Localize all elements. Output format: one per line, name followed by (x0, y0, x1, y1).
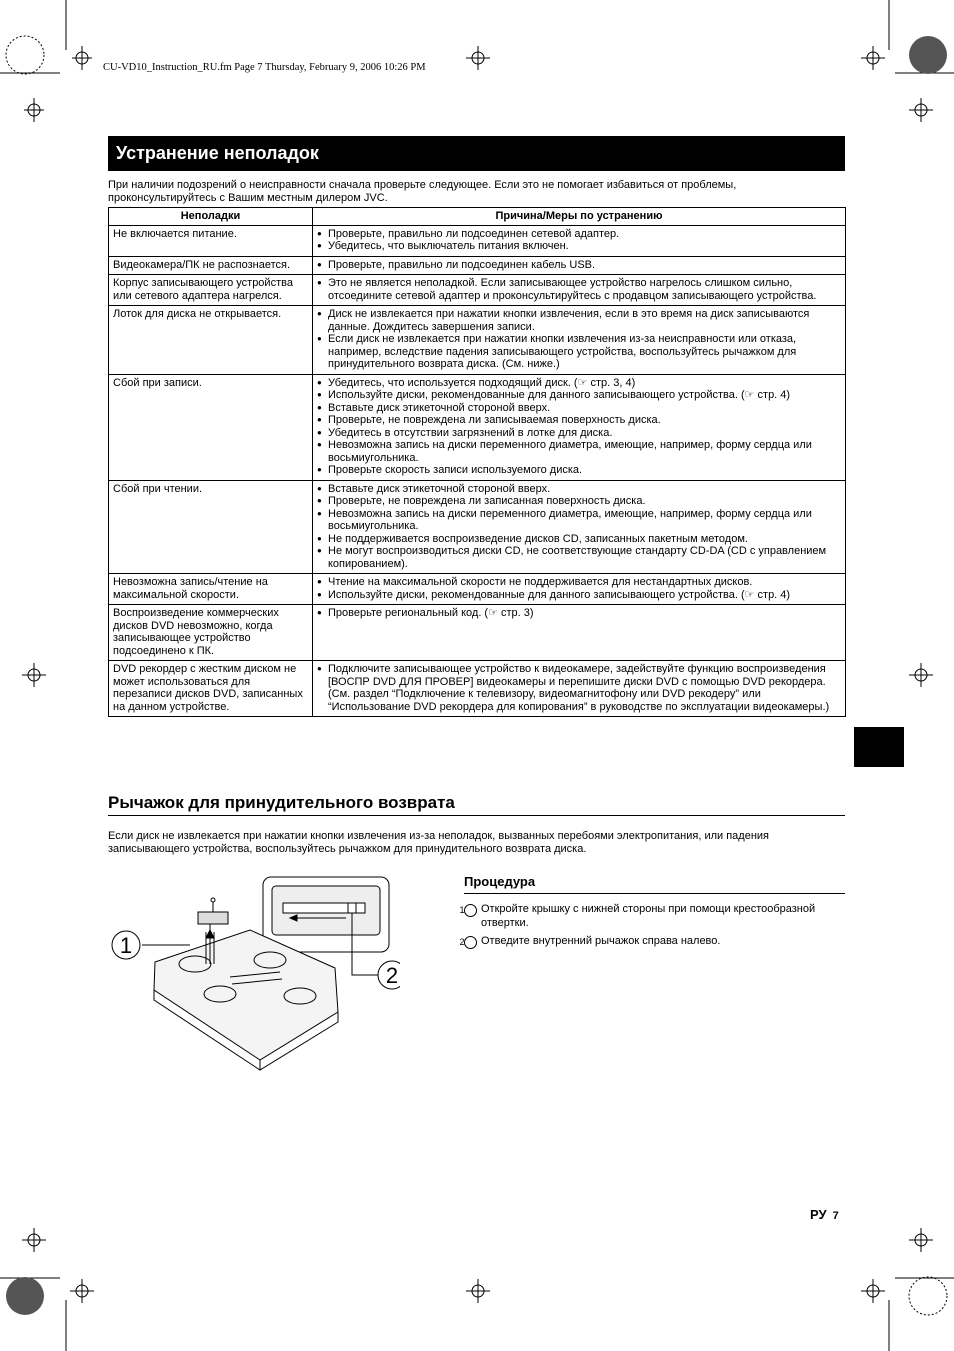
remedy-cell (313, 275, 846, 306)
problem-cell: Воспроизведение коммерческих дисков DVD невозможно, когда записывающее устройство подсоединено к ПК. (109, 605, 313, 661)
language-code: РУ (810, 1207, 827, 1222)
page-num: 7 (832, 1210, 839, 1222)
remedy-cell (313, 374, 846, 480)
remedy-item: ● Чтение на максимальной скорости не поддерживается для нестандартных дисков. (317, 576, 841, 589)
remedy-cell (313, 605, 846, 661)
problem-cell: Невозможна запись/чтение на максимальной скорости. (109, 574, 313, 605)
remedy-cell (313, 661, 846, 717)
remedy-item: ● Проверьте, правильно ли подсоединен сетевой адаптер. (317, 228, 841, 241)
callout-2: 2 (385, 963, 399, 988)
remedy-item: ● Проверьте, не повреждена ли записываемая поверхность диска. (317, 414, 841, 427)
remedy-item: ● Проверьте, не повреждена ли записанная поверхность диска. (317, 495, 841, 508)
remedy-cell (313, 574, 846, 605)
problem-cell: Видеокамера/ПК не распознается. (109, 256, 313, 275)
table-row (109, 275, 846, 306)
remedy-item: ● Вставьте диск этикеточной стороной вверх. (317, 402, 841, 415)
procedure-step-2: 2 Отведите внутренний рычажок справа налево. (459, 934, 721, 947)
procedure-steps (459, 903, 845, 949)
remedy-item: ● Не поддерживается воспроизведение дисков CD, записанных пакетным методом. (317, 533, 841, 546)
remedy-item: ● Вставьте диск этикеточной стороной вверх. (317, 483, 841, 496)
table-row (109, 225, 846, 256)
page-title: Устранение неполадок (108, 136, 845, 171)
table-row (109, 374, 846, 480)
remedy-cell (313, 306, 846, 375)
problem-cell: Сбой при чтении. (109, 480, 313, 574)
remedy-item: ● Не могут воспроизводиться диски CD, не соответствующие стандарту CD-DA (CD с управлением копированием). (317, 545, 841, 570)
table-row (109, 574, 846, 605)
column-header-problem: Неполадки (109, 208, 313, 226)
troubleshooting-table (108, 207, 846, 717)
table-row (109, 256, 846, 275)
page-number (810, 1207, 839, 1222)
remedy-item: ● Проверьте региональный код. (☞ стр. 3) (317, 607, 841, 620)
section-tab-marker (854, 727, 904, 767)
problem-cell: DVD рекордер с жестким диском не может использоваться для перезаписи дисков DVD, записанных на данном устройстве. (109, 661, 313, 717)
table-row (109, 661, 846, 717)
remedy-item: ● Это не является неполадкой. Если записывающее устройство нагрелось слишком сильно, отсоедините сетевой адаптер и проконсультируйтесь с продавцом записывающего устройства. (317, 277, 841, 302)
remedy-item: ● Убедитесь в отсутствии загрязнений в лотке для диска. (317, 427, 841, 440)
remedy-item: ● Невозможна запись на диски переменного диаметра, имеющие, например, форму сердца или восьмиугольника. (317, 508, 841, 533)
device-illustration (110, 872, 400, 1072)
lever-paragraph: Если диск не извлекается при нажатии кнопки извлечения из-за неполадок, вызванных перебоями электропитания, или падения записывающего устройства, воспользуйтесь рычажком для принудительного возврата диска. (108, 830, 770, 855)
callout-1: 1 (119, 933, 133, 958)
section-title-lever: Рычажок для принудительного возврата (108, 793, 455, 812)
remedy-item: ● Используйте диски, рекомендованные для данного записывающего устройства. (☞ стр. 4) (317, 589, 841, 602)
procedure-step-1: 1 Откройте крышку с нижней стороны при помощи крестообразной отвертки. (459, 903, 816, 929)
remedy-item: ● Проверьте скорость записи используемого диска. (317, 464, 841, 477)
procedure-divider (464, 893, 845, 894)
remedy-cell (313, 225, 846, 256)
remedy-item: ● Подключите записывающее устройство к видеокамере, задействуйте функцию воспроизведения [ВОСПР DVD ДЛЯ ПРОВЕР] видеокамеры и перепишите диски DVD с помощью DVD рекордера. (См. раздел “Подключение к телевизору, видеомагнитофону или DVD рекодеру” или “Использование DVD рекордера для копирования” в руководстве по эксплуатации видеокамеры.) (317, 663, 841, 713)
procedure-title: Процедура (464, 874, 536, 889)
remedy-item: ● Невозможна запись на диски переменного диаметра, имеющие, например, форму сердца или восьмиугольника. (317, 439, 841, 464)
intro-paragraph: При наличии подозрений о неисправности сначала проверьте следующее. Если это не помогает избавиться от проблемы, проконсультируйтесь с Вашим местным дилером JVC. (108, 179, 737, 204)
table-row (109, 480, 846, 574)
problem-cell: Не включается питание. (109, 225, 313, 256)
problem-cell: Сбой при записи. (109, 374, 313, 480)
remedy-item: ● Диск не извлекается при нажатии кнопки извлечения, если в это время на диск записываются данные. Дождитесь завершения записи. (317, 308, 841, 333)
table-row (109, 306, 846, 375)
remedy-item: ● Убедитесь, что выключатель питания включен. (317, 240, 841, 253)
remedy-cell (313, 480, 846, 574)
problem-cell: Лоток для диска не открывается. (109, 306, 313, 375)
remedy-item: ● Убедитесь, что используется подходящий диск. (☞ стр. 3, 4) (317, 377, 841, 390)
problem-cell: Корпус записывающего устройства или сетевого адаптера нагрелся. (109, 275, 313, 306)
file-header-line: CU-VD10_Instruction_RU.fm Page 7 Thursday, February 9, 2006 10:26 PM (103, 62, 426, 73)
remedy-item: ● Проверьте, правильно ли подсоединен кабель USB. (317, 259, 841, 272)
table-row (109, 605, 846, 661)
remedy-item: ● Используйте диски, рекомендованные для данного записывающего устройства. (☞ стр. 4) (317, 389, 841, 402)
column-header-remedy: Причина/Меры по устранению (313, 208, 846, 226)
section-divider (108, 815, 845, 816)
remedy-cell (313, 256, 846, 275)
remedy-item: ● Если диск не извлекается при нажатии кнопки извлечения из-за неисправности или отказа, например, вследствие падения записывающего устройства, воспользуйтесь рычажком для принудительного возврата диска. (См. ниже.) (317, 333, 841, 371)
